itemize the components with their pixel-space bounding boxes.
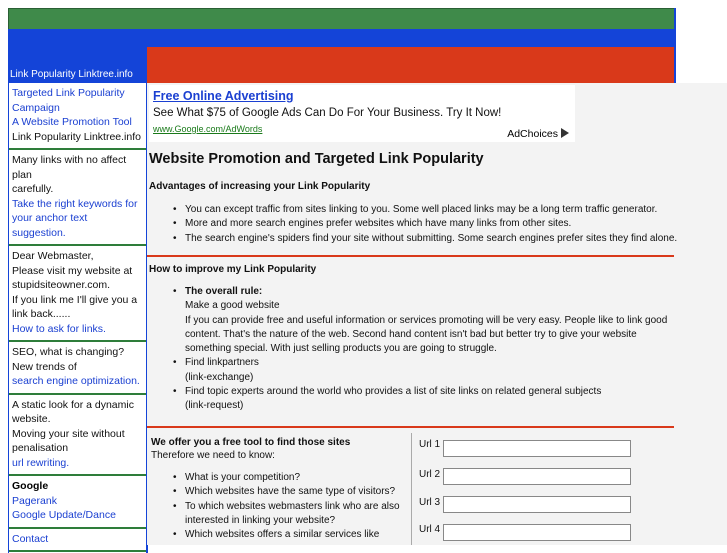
url-1-input[interactable] — [443, 440, 631, 457]
sidebar-link-campaign[interactable]: Campaign — [12, 101, 60, 114]
sidebar-link-url-rewriting[interactable]: url rewriting. — [12, 456, 70, 469]
sidebar-block-anchor-text — [9, 150, 146, 246]
improve-list — [171, 285, 727, 414]
header-blue-edge — [674, 8, 676, 83]
list-item: • More and more search engines prefer websites which have many links from other sites. — [171, 217, 727, 231]
url-1-label: Url 1 — [419, 439, 441, 450]
question-line: • To which websites webmasters link who are also — [185, 500, 400, 512]
section-divider — [147, 426, 674, 428]
list-item: • Which websites have the same type of visitors? — [171, 485, 407, 499]
sidebar-text: stupidsiteowner.com. — [12, 279, 111, 291]
sidebar-link-targeted-link-popularity[interactable]: Targeted Link Popularity — [12, 87, 125, 99]
item-text: (link-request) — [185, 400, 244, 412]
sidebar-text: Please visit my website at — [12, 264, 133, 277]
adchoices-link[interactable] — [507, 128, 569, 140]
tool-questions — [171, 471, 407, 542]
tool-description — [151, 433, 409, 541]
overall-rule-title: • The overall rule: — [185, 286, 263, 297]
sidebar-link-keywords[interactable]: Take the right keywords for — [12, 197, 138, 210]
ad-title-link[interactable]: Free Online Advertising — [153, 89, 294, 103]
tool-title: We offer you a free tool to find those sites — [151, 437, 351, 448]
rule-line: If you can provide free and useful information or services promoting will be very easy. People like to link good — [185, 314, 668, 326]
list-item-linkpartners — [171, 356, 727, 385]
sidebar-link-website-promotion-tool[interactable]: A Website Promotion Tool — [12, 116, 132, 128]
sidebar-link-seo[interactable]: search engine optimization. — [12, 375, 140, 387]
rule-line: something special. With just selling products you are going to struggle. — [185, 343, 497, 355]
sidebar-block-seo — [9, 342, 146, 395]
item-text: (link-exchange) — [185, 371, 254, 383]
sidebar-text: Moving your site without — [12, 427, 125, 440]
advantages-list — [171, 203, 727, 246]
list-item: • You can except traffic from sites linking to you. Some well placed links may be a long term traffic generator. — [171, 203, 727, 217]
sidebar-block-nav — [9, 83, 146, 150]
sidebar-block-contact — [9, 529, 146, 553]
ad-url-link[interactable]: www.Google.com/AdWords — [153, 124, 263, 134]
sidebar-block-google — [9, 476, 146, 529]
rule-line: Make a good website — [185, 300, 280, 312]
sidebar-text: Dear Webmaster, — [12, 250, 94, 262]
advantages-title: Advantages of increasing your Link Popularity — [149, 181, 371, 192]
url-3-input[interactable] — [443, 496, 631, 513]
ad-unit — [149, 85, 575, 142]
item-text: • Find topic experts around the world who provides a list of site links on related general subjects — [185, 386, 602, 398]
improve-title: How to improve my Link Popularity — [149, 264, 317, 275]
list-item-overall-rule — [171, 285, 727, 356]
sidebar-text: Many links with no affect plan — [12, 154, 127, 181]
sidebar-link-ask-for-links[interactable]: How to ask for links. — [12, 322, 106, 335]
sidebar-link-pagerank[interactable]: Pagerank — [12, 494, 57, 507]
url-4-input[interactable] — [443, 524, 631, 541]
url-2-input[interactable] — [443, 468, 631, 485]
list-item: • What is your competition? — [171, 471, 407, 485]
sidebar — [8, 83, 148, 553]
url-2-label: Url 2 — [419, 469, 441, 480]
ad-description: See What $75 of Google Ads Can Do For Your Business. Try It Now! — [153, 107, 502, 119]
sidebar-block-rewriting — [9, 395, 146, 477]
sidebar-text: New trends of — [12, 360, 77, 373]
sidebar-text: website. — [12, 413, 51, 425]
sidebar-text: link back...... — [12, 308, 71, 320]
sidebar-heading-google: Google — [12, 480, 49, 492]
site-title[interactable]: Link Popularity Linktree.info — [10, 69, 133, 80]
page-title: Website Promotion and Targeted Link Popularity — [149, 151, 484, 167]
list-item: • Which websites offers a similar services like — [171, 528, 407, 542]
url-4-label: Url 4 — [419, 524, 441, 535]
list-item-topic-experts — [171, 385, 727, 414]
sidebar-block-ask-links — [9, 246, 146, 342]
sidebar-link-contact[interactable]: Contact — [12, 532, 49, 545]
tool-subtitle: Therefore we need to know: — [151, 450, 275, 461]
sidebar-text: SEO, what is changing? — [12, 346, 125, 358]
sidebar-text: penalisation — [12, 442, 69, 454]
sidebar-text: carefully. — [12, 183, 54, 195]
top-green-bar — [8, 8, 676, 30]
section-divider — [147, 255, 674, 257]
question-line: interested in linking your website? — [185, 514, 336, 526]
rule-line: content. That's the nature of the web. Second hand content isn't bad but better try to give your website — [185, 328, 637, 340]
adchoices-label: AdChoices — [507, 128, 558, 140]
list-item: • The search engine's spiders find your site without submitting. Some search engines prefer sites they find alone. — [171, 232, 727, 246]
sidebar-current-page: Link Popularity Linktree.info — [12, 130, 141, 143]
sidebar-link-anchor-text[interactable]: your anchor text suggestion. — [12, 212, 88, 239]
url-3-label: Url 3 — [419, 497, 441, 508]
sidebar-link-google-update[interactable]: Google Update/Dance — [12, 509, 116, 521]
sidebar-text: If you link me I'll give you a — [12, 293, 138, 306]
main-content — [147, 83, 727, 545]
item-text: • Find linkpartners — [185, 357, 259, 369]
adchoices-icon — [561, 128, 569, 138]
tool-separator — [411, 433, 412, 545]
header-blue-top — [147, 29, 674, 47]
header-red-banner — [147, 47, 674, 83]
sidebar-text: A static look for a dynamic — [12, 398, 134, 411]
list-item — [171, 500, 407, 529]
